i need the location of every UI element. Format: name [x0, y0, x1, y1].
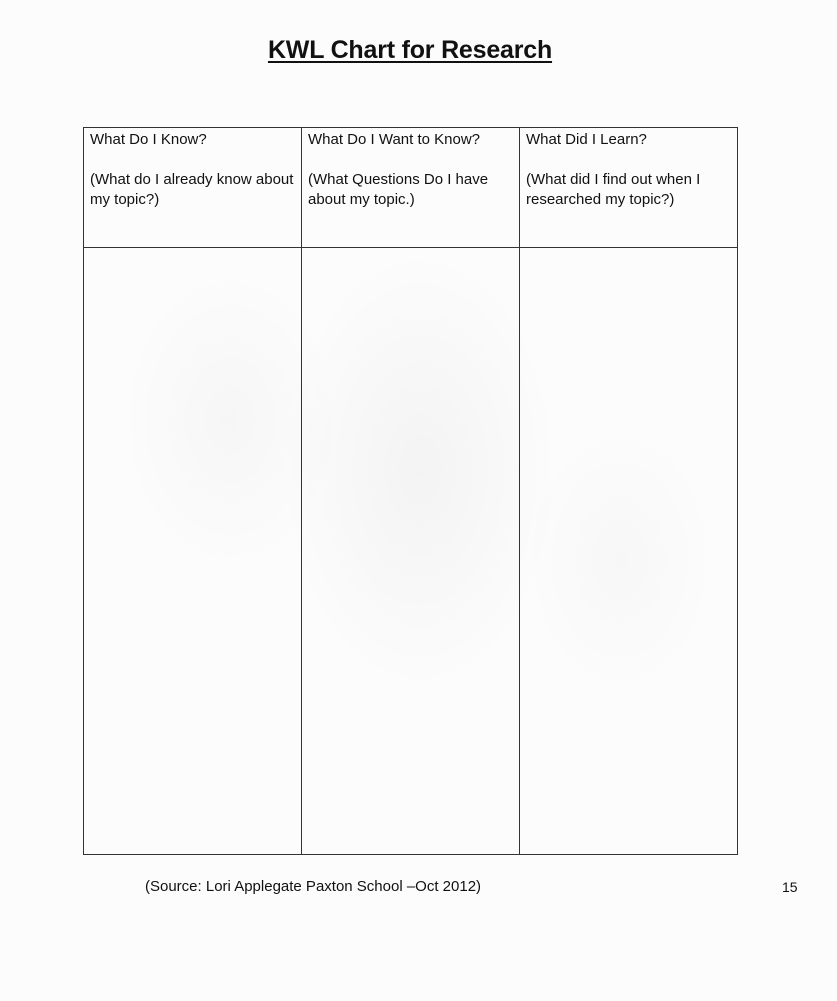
column-prompt: (What do I already know about my topic?): [90, 171, 294, 208]
column-heading: What Do I Want to Know?: [308, 131, 481, 148]
column-want-header: [302, 128, 520, 248]
table-header-row: [84, 128, 738, 248]
table-answer-row: [84, 248, 738, 855]
column-know-header: [84, 128, 302, 248]
column-prompt: (What did I find out when I researched my topic?): [526, 171, 701, 208]
learn-answer-cell[interactable]: [520, 248, 738, 855]
kwl-table: [83, 127, 738, 855]
column-heading: What Did I Learn?: [526, 131, 647, 148]
column-learn-header: [520, 128, 738, 248]
want-answer-cell[interactable]: [302, 248, 520, 855]
column-heading: What Do I Know?: [90, 131, 207, 148]
know-answer-cell[interactable]: [84, 248, 302, 855]
column-prompt: (What Questions Do I have about my topic.): [308, 171, 489, 208]
source-citation: (Source: Lori Applegate Paxton School –Oct 2012): [145, 878, 482, 895]
page-title: KWL Chart for Research: [267, 36, 553, 64]
page-number: 15: [782, 879, 798, 895]
